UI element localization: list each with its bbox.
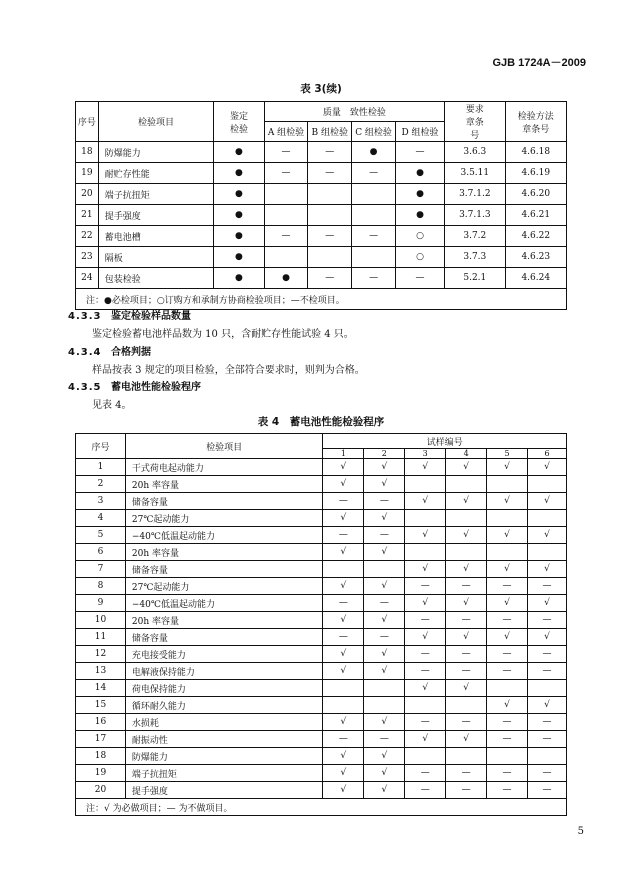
table4-cell-item: 20h 率容量 [125, 612, 323, 629]
table3-cell-req: 3.6.3 [445, 142, 506, 163]
table3-cell-c: — [352, 268, 396, 289]
table4-cell-no: 9 [76, 595, 126, 612]
table3-cell-item: 隔板 [98, 247, 214, 268]
table4-cell-sample-6: — [527, 612, 566, 629]
section-4-3-3-text: 鉴定检验蓄电池样品数为 10 只，含耐贮存性能试验 4 只。 [92, 329, 354, 340]
table3-cell-method: 4.6.23 [505, 247, 566, 268]
table4-cell-sample-6 [527, 748, 566, 765]
table4-cell-sample-4 [446, 748, 487, 765]
table4-cell-no: 2 [76, 476, 126, 493]
table4-cell-sample-1: √ [323, 578, 364, 595]
table-row [76, 142, 567, 163]
table4-cell-sample-3 [405, 510, 446, 527]
table4-cell-sample-3 [405, 697, 446, 714]
table4-cell-sample-4: √ [446, 527, 487, 544]
table4-cell-sample-5: — [487, 765, 528, 782]
table3-cell-b: — [308, 268, 352, 289]
table3-cell-d: — [395, 142, 444, 163]
table3-cell-req: 3.7.3 [445, 247, 506, 268]
table4-cell-sample-4: √ [446, 680, 487, 697]
table4-cell-sample-2: √ [364, 578, 405, 595]
table4-cell-sample-5: √ [487, 629, 528, 646]
table3-cell-d: ○ [395, 247, 444, 268]
table4-cell-sample-2: — [364, 595, 405, 612]
table4-cell-sample-1: √ [323, 510, 364, 527]
table4-cell-item: −40℃低温起动能力 [125, 595, 323, 612]
table4-cell-sample-6: √ [527, 561, 566, 578]
table4-cell-sample-6: — [527, 646, 566, 663]
table3-cell-d: ● [395, 163, 444, 184]
table4-cell-sample-5: √ [487, 459, 528, 476]
table4-cell-sample-1: — [323, 629, 364, 646]
table-row [76, 714, 567, 731]
table4-cell-sample-1: — [323, 731, 364, 748]
table3-cell-req: 5.2.1 [445, 268, 506, 289]
table3-cell-d: ○ [395, 226, 444, 247]
table4-cell-sample-3: √ [405, 629, 446, 646]
table4-cell-sample-4: — [446, 578, 487, 595]
table4-cell-sample-2: √ [364, 612, 405, 629]
table4-header-col-5: 5 [487, 449, 528, 459]
table-row [76, 578, 567, 595]
table3-cell-item: 提手强度 [98, 205, 214, 226]
table4-cell-item: 端子抗扭矩 [125, 765, 323, 782]
table4-header-col-4: 4 [446, 449, 487, 459]
table-row [76, 205, 567, 226]
table4-cell-sample-5: √ [487, 493, 528, 510]
table3-cell-no: 19 [76, 163, 99, 184]
table4-cell-sample-3 [405, 476, 446, 493]
table-row [76, 646, 567, 663]
table4-cell-sample-2: √ [364, 748, 405, 765]
table3-cell-no: 24 [76, 268, 99, 289]
table3 [75, 101, 567, 310]
table4-cell-no: 8 [76, 578, 126, 595]
table4-header-col-1: 1 [323, 449, 364, 459]
table4-cell-item: 耐振动性 [125, 731, 323, 748]
table3-cell-no: 18 [76, 142, 99, 163]
table3-cell-req: 3.7.2 [445, 226, 506, 247]
table4-cell-item: 储备容量 [125, 561, 323, 578]
table4-cell-sample-4: — [446, 782, 487, 799]
table3-header-group-c: C 组检验 [352, 122, 396, 142]
table4-cell-no: 17 [76, 731, 126, 748]
table4-cell-sample-1 [323, 561, 364, 578]
table4-cell-no: 3 [76, 493, 126, 510]
table4-cell-no: 14 [76, 680, 126, 697]
table4-cell-sample-5: √ [487, 697, 528, 714]
table4-cell-item: 干式荷电起动能力 [125, 459, 323, 476]
table4-cell-sample-3: √ [405, 527, 446, 544]
table3-cell-no: 21 [76, 205, 99, 226]
table3-cell-method: 4.6.20 [505, 184, 566, 205]
table3-cell-appraisal: ● [214, 226, 264, 247]
table4-cell-no: 1 [76, 459, 126, 476]
table4-cell-sample-1: — [323, 493, 364, 510]
table3-cell-item: 蓄电池槽 [98, 226, 214, 247]
table4-cell-sample-2: √ [364, 646, 405, 663]
table4-cell-no: 10 [76, 612, 126, 629]
table4-cell-sample-6: — [527, 782, 566, 799]
table4-cell-sample-6: — [527, 663, 566, 680]
table4-cell-item: −40℃低温起动能力 [125, 527, 323, 544]
table4-cell-sample-2: √ [364, 714, 405, 731]
table4-cell-sample-3 [405, 544, 446, 561]
table4-cell-no: 15 [76, 697, 126, 714]
table4-cell-sample-4: √ [446, 459, 487, 476]
table3-cell-d: — [395, 268, 444, 289]
table4-cell-sample-3: — [405, 782, 446, 799]
table4-cell-sample-4: — [446, 714, 487, 731]
table4-cell-item: 27℃起动能力 [125, 578, 323, 595]
table4-cell-sample-5: — [487, 782, 528, 799]
table4-cell-sample-3: — [405, 714, 446, 731]
table4-cell-sample-1: — [323, 527, 364, 544]
table4-header-col-3: 3 [405, 449, 446, 459]
table4-cell-sample-5: — [487, 731, 528, 748]
table-row [76, 663, 567, 680]
table3-cell-req: 3.5.11 [445, 163, 506, 184]
table3-cell-item: 端子抗扭矩 [98, 184, 214, 205]
section-4-3-3-heading: 4.3.3 鉴定检验样品数量 [68, 311, 191, 322]
table3-cell-item: 防爆能力 [98, 142, 214, 163]
table3-cell-appraisal: ● [214, 142, 264, 163]
table4-cell-sample-4: — [446, 612, 487, 629]
table4-cell-no: 13 [76, 663, 126, 680]
table3-cell-method: 4.6.22 [505, 226, 566, 247]
table3-cell-b: — [308, 226, 352, 247]
table3-cell-b [308, 247, 352, 268]
table3-cell-b: — [308, 163, 352, 184]
table4-cell-sample-4 [446, 697, 487, 714]
table4-cell-sample-3: √ [405, 561, 446, 578]
table3-cell-a: — [264, 163, 308, 184]
table3-cell-item: 包装检验 [98, 268, 214, 289]
table3-header-req: 要求章条号 [445, 102, 506, 142]
table4-cell-sample-3: √ [405, 680, 446, 697]
table3-cell-no: 22 [76, 226, 99, 247]
table4-cell-sample-1: √ [323, 544, 364, 561]
table3-cell-c: ● [352, 142, 396, 163]
table4-cell-sample-6 [527, 544, 566, 561]
table4-cell-sample-5: √ [487, 561, 528, 578]
table3-cell-b [308, 184, 352, 205]
table4-cell-sample-6: √ [527, 493, 566, 510]
table3-cell-a: — [264, 226, 308, 247]
table3-cell-a: ● [264, 268, 308, 289]
table4-cell-sample-3: — [405, 663, 446, 680]
table3-header-method: 检验方法章条号 [505, 102, 566, 142]
table3-cell-appraisal: ● [214, 247, 264, 268]
table3-cell-a [264, 184, 308, 205]
section-4-3-4-text: 样品按表 3 规定的项目检验，全部符合要求时，则判为合格。 [92, 365, 365, 376]
table3-cell-appraisal: ● [214, 184, 264, 205]
table3-cell-c [352, 205, 396, 226]
table3-cell-item: 耐贮存性能 [98, 163, 214, 184]
table4-cell-sample-3: — [405, 578, 446, 595]
table3-cell-method: 4.6.21 [505, 205, 566, 226]
table3-cell-a: — [264, 142, 308, 163]
table4-cell-no: 11 [76, 629, 126, 646]
table3-cell-method: 4.6.19 [505, 163, 566, 184]
table4-cell-sample-5: — [487, 646, 528, 663]
table4-cell-no: 19 [76, 765, 126, 782]
table4-cell-sample-5: — [487, 714, 528, 731]
table4-cell-sample-4: — [446, 646, 487, 663]
table4-cell-sample-5 [487, 544, 528, 561]
table4-cell-sample-6: √ [527, 527, 566, 544]
table3-cell-b: — [308, 142, 352, 163]
table3-header-appraisal: 鉴定检验 [214, 102, 264, 142]
table4-cell-sample-1: √ [323, 765, 364, 782]
table-row [76, 493, 567, 510]
table4-cell-sample-4: √ [446, 561, 487, 578]
table4-cell-sample-6 [527, 476, 566, 493]
table4-header-sample: 试样编号 [323, 434, 567, 449]
table4-cell-sample-5 [487, 476, 528, 493]
table3-header-group-b: B 组检验 [308, 122, 352, 142]
table4-cell-sample-2: — [364, 629, 405, 646]
table4-cell-sample-4: √ [446, 493, 487, 510]
table3-header-seq: 序号 [76, 102, 99, 142]
table3-cell-method: 4.6.24 [505, 268, 566, 289]
table4-cell-item: 储备容量 [125, 629, 323, 646]
table4-cell-sample-6 [527, 510, 566, 527]
table3-header-quality: 质量 致性检验 [264, 102, 444, 122]
table4-cell-sample-6: — [527, 578, 566, 595]
table3-cell-c [352, 247, 396, 268]
table4-cell-no: 7 [76, 561, 126, 578]
table4-cell-item: 荷电保持能力 [125, 680, 323, 697]
table4 [75, 433, 567, 816]
table4-cell-sample-2: √ [364, 510, 405, 527]
table4-header-col-6: 6 [527, 449, 566, 459]
table3-cell-req: 3.7.1.3 [445, 205, 506, 226]
section-4-3-5-text: 见表 4。 [92, 400, 132, 411]
table3-header-group-a: A 组检验 [264, 122, 308, 142]
table4-cell-no: 12 [76, 646, 126, 663]
table-row [76, 612, 567, 629]
table4-cell-sample-5: √ [487, 527, 528, 544]
table4-cell-sample-1: √ [323, 612, 364, 629]
table4-header-col-2: 2 [364, 449, 405, 459]
table-row [76, 680, 567, 697]
table4-header-item: 检验项目 [125, 434, 323, 459]
table3-note: 注：●必检项目；○订购方和承制方协商检验项目；—不检项目。 [76, 289, 567, 310]
table4-cell-no: 6 [76, 544, 126, 561]
table4-cell-item: 充电接受能力 [125, 646, 323, 663]
table-row [76, 268, 567, 289]
table3-cell-method: 4.6.18 [505, 142, 566, 163]
table3-cell-appraisal: ● [214, 205, 264, 226]
table4-cell-sample-6: — [527, 714, 566, 731]
table-row [76, 544, 567, 561]
table3-cell-req: 3.7.1.2 [445, 184, 506, 205]
table4-cell-item: 储备容量 [125, 493, 323, 510]
section-4-3-4-heading: 4.3.4 合格判据 [68, 347, 151, 358]
table-row [76, 459, 567, 476]
table3-header-group-d: D 组检验 [395, 122, 444, 142]
table4-cell-item: 27℃起动能力 [125, 510, 323, 527]
table4-cell-sample-3: — [405, 765, 446, 782]
table4-cell-sample-6 [527, 680, 566, 697]
table4-cell-sample-5: √ [487, 595, 528, 612]
page-number: 5 [577, 826, 584, 837]
table4-cell-sample-1: √ [323, 663, 364, 680]
table-row [76, 561, 567, 578]
table3-cell-b [308, 205, 352, 226]
table3-cell-no: 20 [76, 184, 99, 205]
table-row [76, 476, 567, 493]
table4-cell-no: 20 [76, 782, 126, 799]
standard-number: GJB 1724A－2009 [492, 57, 586, 69]
table4-cell-item: 水损耗 [125, 714, 323, 731]
table4-cell-item: 20h 率容量 [125, 544, 323, 561]
table3-cell-c: — [352, 163, 396, 184]
table4-cell-sample-2: √ [364, 476, 405, 493]
table-row [76, 163, 567, 184]
table-row [76, 765, 567, 782]
table3-cell-d: ● [395, 205, 444, 226]
table-row [76, 247, 567, 268]
table4-cell-item: 防爆能力 [125, 748, 323, 765]
table4-cell-sample-3: — [405, 646, 446, 663]
table4-cell-sample-3: √ [405, 595, 446, 612]
table4-cell-sample-1: √ [323, 748, 364, 765]
table4-cell-no: 16 [76, 714, 126, 731]
table-row [76, 629, 567, 646]
table4-cell-sample-1: √ [323, 714, 364, 731]
table4-cell-sample-1: — [323, 595, 364, 612]
table4-cell-sample-2: √ [364, 544, 405, 561]
table4-cell-sample-5 [487, 748, 528, 765]
table4-cell-sample-1 [323, 680, 364, 697]
table4-cell-sample-2: √ [364, 459, 405, 476]
table4-cell-sample-2: √ [364, 663, 405, 680]
table4-cell-sample-2 [364, 680, 405, 697]
table4-cell-sample-6: √ [527, 697, 566, 714]
table4-cell-sample-6: — [527, 731, 566, 748]
table3-header-item: 检验项目 [98, 102, 214, 142]
table4-header-seq: 序号 [76, 434, 126, 459]
table-row [76, 697, 567, 714]
table4-cell-sample-2: — [364, 527, 405, 544]
table4-cell-sample-4: — [446, 663, 487, 680]
table3-cell-a [264, 247, 308, 268]
table4-cell-item: 循环耐久能力 [125, 697, 323, 714]
table4-cell-sample-4 [446, 476, 487, 493]
table3-cell-a [264, 205, 308, 226]
table4-cell-sample-4 [446, 544, 487, 561]
table4-cell-sample-5 [487, 680, 528, 697]
table4-cell-no: 5 [76, 527, 126, 544]
table4-cell-item: 提手强度 [125, 782, 323, 799]
table-row [76, 748, 567, 765]
table3-cell-no: 23 [76, 247, 99, 268]
table4-cell-sample-6: — [527, 765, 566, 782]
table4-cell-item: 电解液保持能力 [125, 663, 323, 680]
table4-cell-sample-1: √ [323, 646, 364, 663]
table4-caption: 表 4 蓄电池性能检验程序 [257, 416, 385, 428]
table4-note: 注：√ 为必做项目；— 为不做项目。 [76, 799, 567, 816]
table4-cell-sample-5: — [487, 663, 528, 680]
table4-cell-sample-3 [405, 748, 446, 765]
table4-cell-sample-3: √ [405, 459, 446, 476]
table4-cell-sample-1: √ [323, 782, 364, 799]
table-row [76, 184, 567, 205]
table3-cell-appraisal: ● [214, 163, 264, 184]
table4-cell-sample-6: √ [527, 595, 566, 612]
table3-cell-c: — [352, 226, 396, 247]
table3-caption: 表 3(续) [300, 83, 342, 95]
table-row [76, 731, 567, 748]
table4-cell-sample-1: √ [323, 476, 364, 493]
table4-cell-sample-2: √ [364, 765, 405, 782]
table3-cell-appraisal: ● [214, 268, 264, 289]
table4-cell-sample-1 [323, 697, 364, 714]
table4-cell-sample-4: — [446, 765, 487, 782]
table3-cell-c [352, 184, 396, 205]
table4-cell-sample-2: √ [364, 782, 405, 799]
table4-cell-sample-3: √ [405, 731, 446, 748]
table4-cell-sample-4 [446, 510, 487, 527]
table4-cell-sample-5: — [487, 578, 528, 595]
table4-cell-sample-4: √ [446, 731, 487, 748]
table4-cell-sample-2: — [364, 493, 405, 510]
table4-cell-sample-6: √ [527, 459, 566, 476]
table4-cell-sample-5 [487, 510, 528, 527]
table4-cell-no: 18 [76, 748, 126, 765]
table-row [76, 510, 567, 527]
table4-cell-item: 20h 率容量 [125, 476, 323, 493]
table4-cell-sample-4: √ [446, 595, 487, 612]
section-4-3-5-heading: 4.3.5 蓄电池性能检验程序 [68, 382, 201, 393]
table4-cell-sample-2: — [364, 731, 405, 748]
table-row [76, 595, 567, 612]
table-row [76, 782, 567, 799]
table4-cell-sample-2 [364, 697, 405, 714]
table4-cell-sample-5: — [487, 612, 528, 629]
table-row [76, 226, 567, 247]
table4-cell-sample-3: √ [405, 493, 446, 510]
table4-cell-sample-6: √ [527, 629, 566, 646]
table-row [76, 527, 567, 544]
table4-cell-sample-1: √ [323, 459, 364, 476]
table4-cell-sample-2 [364, 561, 405, 578]
table4-cell-sample-4: √ [446, 629, 487, 646]
table4-cell-sample-3: — [405, 612, 446, 629]
table4-cell-no: 4 [76, 510, 126, 527]
table3-cell-d: ● [395, 184, 444, 205]
